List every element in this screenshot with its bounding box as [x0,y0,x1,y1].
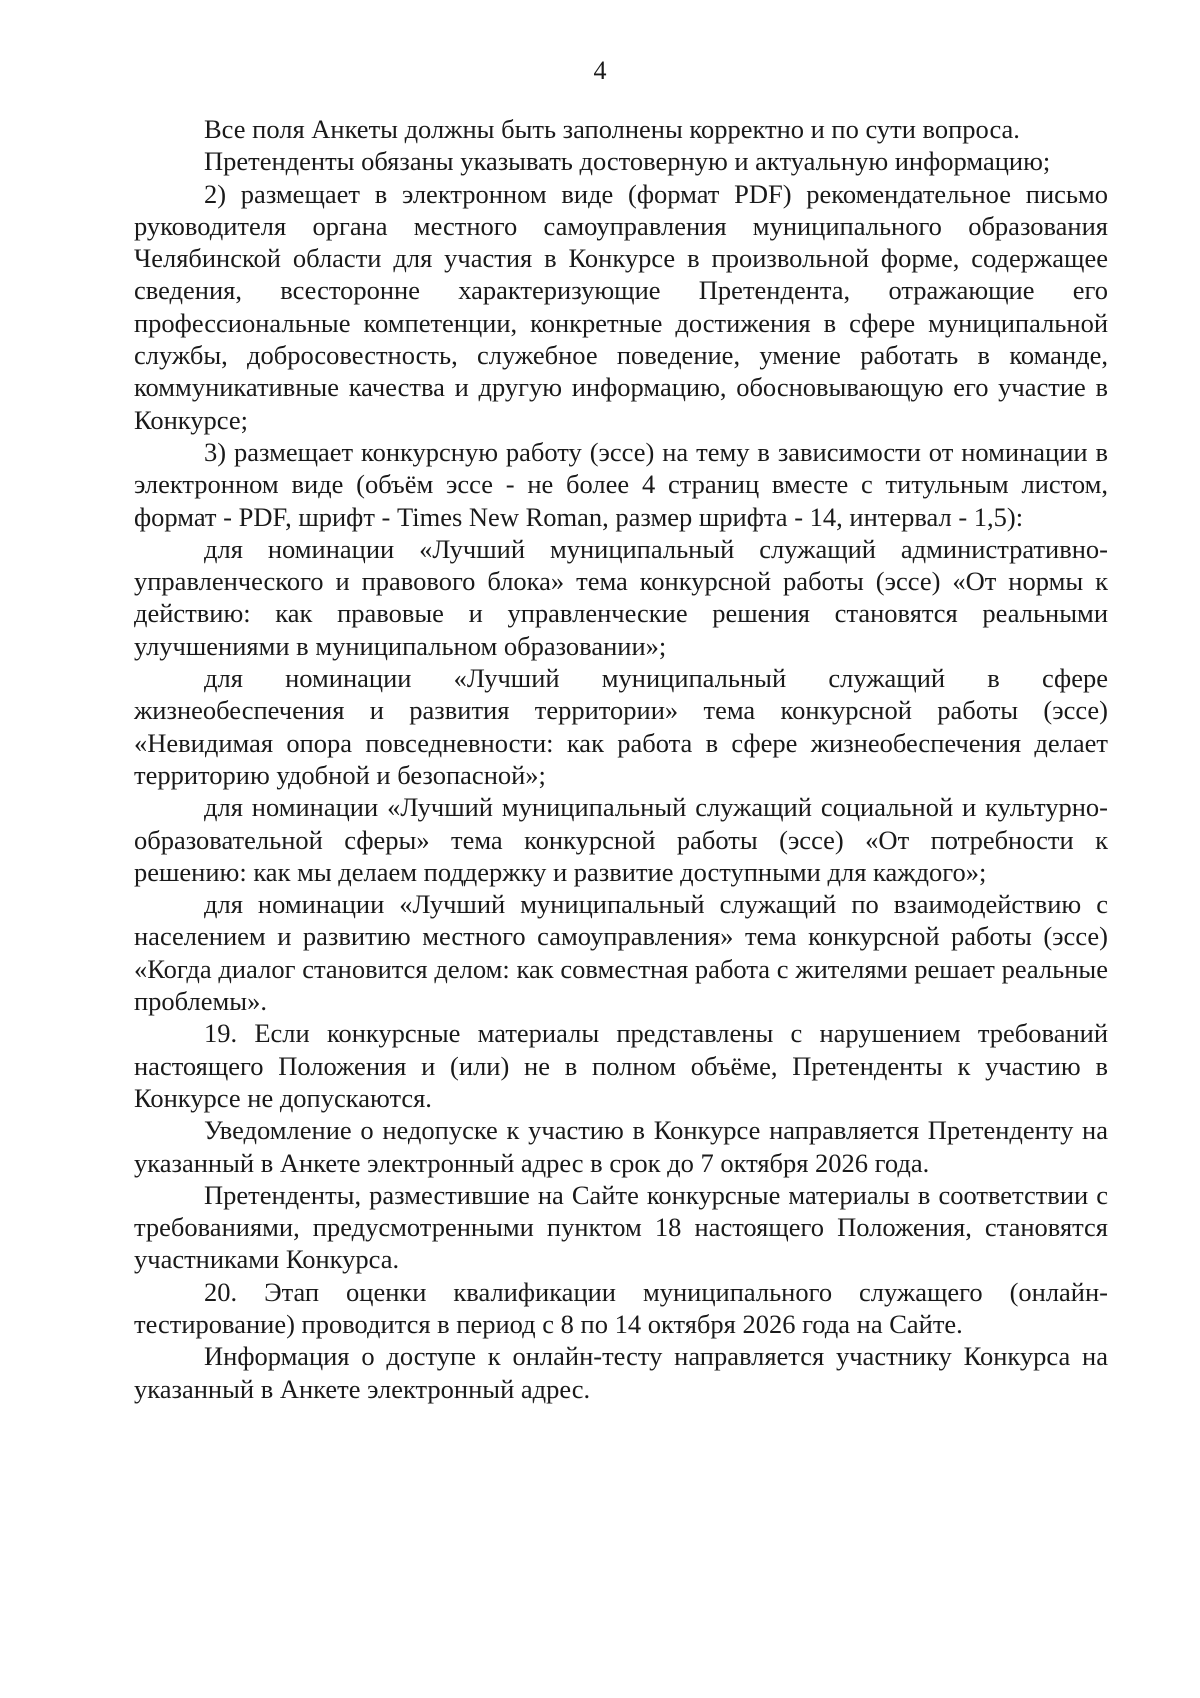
paragraph-nomination-public-interaction: для номинации «Лучший муниципальный служащий по взаимодействию с населением и развитию местного самоуправления» тема конкурсной работы (эссе) «Когда диалог становится делом: как совместная работа с жителями решает реальные проблемы». [134,889,1108,1017]
paragraph-nomination-social-cultural: для номинации «Лучший муниципальный служащий социальной и культурно-образовательной сферы» тема конкурсной работы (эссе) «От потребности к решению: как мы делаем поддержку и развитие доступными для каждого»; [134,792,1108,887]
page-number: 4 [593,56,607,85]
paragraph-nomination-life-support: для номинации «Лучший муниципальный служащий в сфере жизнеобеспечения и развития территории» тема конкурсной работы (эссе) «Невидимая опора повседневности: как работа в сфере жизнеобеспечения делает территорию удобной и безопасной»; [134,663,1108,790]
paragraph-item-3-essay: 3) размещает конкурсную работу (эссе) на тему в зависимости от номинации в электронном виде (объём эссе - не более 4 страниц вместе с титульным листом, формат - PDF, шрифт - Times New Roman, размер шрифта - 14, интервал - 1,5): [134,436,1108,532]
document-body [134,113,1108,1405]
paragraph-participants: Претенденты, разместившие на Сайте конкурсные материалы в соответствии с требованиями, предусмотренными пунктом 18 настоящего Положения, становятся участниками Конкурса. [134,1179,1108,1275]
paragraph-fields-requirement: Все поля Анкеты должны быть заполнены корректно и по сути вопроса. [204,114,1020,144]
paragraph-notification: Уведомление о недопуске к участию в Конкурсе направляется Претенденту на указанный в Анкете электронный адрес в срок до 7 октября 2026 года. [134,1115,1108,1178]
paragraph-accurate-info: Претенденты обязаны указывать достоверную и актуальную информацию; [204,146,1051,177]
paragraph-nomination-administrative: для номинации «Лучший муниципальный служащий административно-управленческого и правового блока» тема конкурсной работы (эссе) «От нормы к действию: как правовые и управленческие решения становятся реальными улучшениями в муниципальном образовании»; [134,533,1108,661]
paragraph-section-19: 19. Если конкурсные материалы представлены с нарушением требований настоящего Положения и (или) не в полном объёме, Претенденты к участию в Конкурсе не допускаются. [134,1018,1108,1113]
paragraph-item-2-recommendation-letter: 2) размещает в электронном виде (формат PDF) рекомендательное письмо руководителя органа местного самоуправления муниципального образования Челябинской области для участия в Конкурсе в произвольной форме, содержащее сведения, всесторонне характеризующие Претендента, отражающие его профессиональные компетенции, конкретные достижения в сфере муниципальной службы, добросовестность, служебное поведение, умение работать в команде, коммуникативные качества и другую информацию, обосновывающую его участие в Конкурсе; [134,178,1108,435]
paragraph-section-20: 20. Этап оценки квалификации муниципального служащего (онлайн-тестирование) проводится в период с 8 по 14 октября 2026 года на Сайте. [134,1276,1108,1339]
paragraph-online-test-info: Информация о доступе к онлайн-тесту направляется участнику Конкурса на указанный в Анкете электронный адрес. [134,1341,1108,1404]
